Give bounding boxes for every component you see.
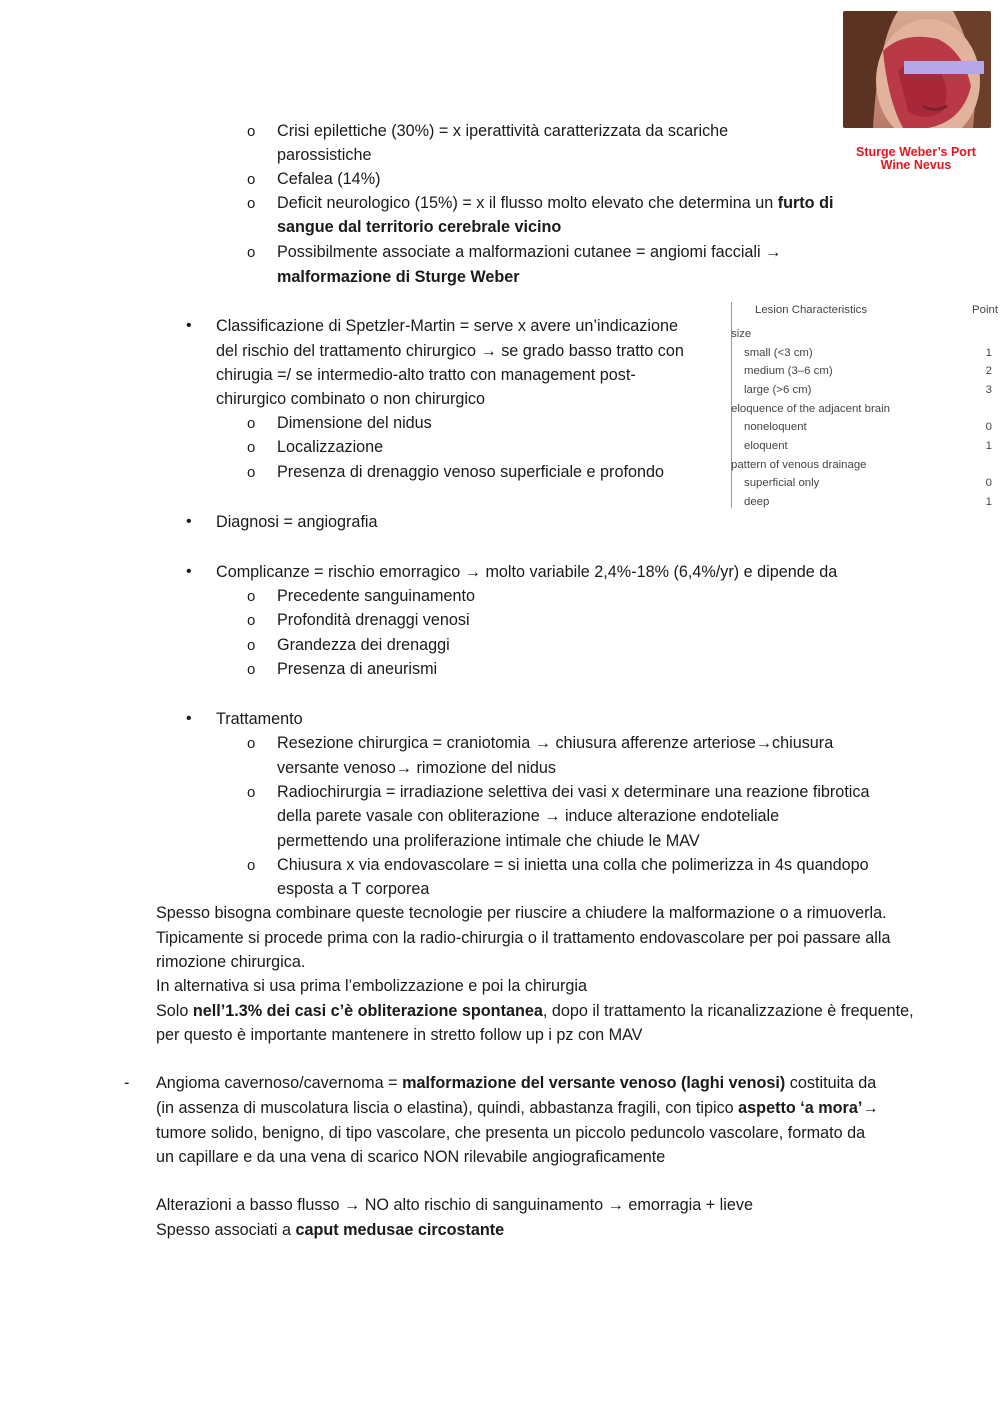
bullet-marker: • — [186, 563, 192, 580]
deficit-text: Deficit neurologico (15%) = x il flusso molto elevato che determina un — [277, 194, 778, 212]
trattamento-title: Trattamento — [216, 710, 303, 728]
a2-post: → — [862, 1099, 879, 1117]
p5-post: , dopo il trattamento la ricanalizzazione è frequente, — [542, 1002, 914, 1020]
sub-bullet-marker: o — [247, 784, 256, 801]
table-row-points: 3 — [985, 384, 992, 396]
a1-bold: malformazione del versante venoso (laghi venosi) — [402, 1074, 786, 1092]
classificazione-sub-item: Dimensione del nidus — [277, 414, 432, 432]
table-row-label: eloquent — [744, 440, 788, 452]
deficit-bold: furto di — [777, 194, 834, 212]
table-row-points: 1 — [985, 496, 992, 508]
a6-bold: caput medusae circostante — [295, 1221, 505, 1239]
bullet-deficit-line2 — [277, 215, 561, 239]
sub-bullet-marker: o — [247, 612, 256, 629]
sub-bullet-marker: o — [247, 171, 256, 188]
sub-bullet-marker: o — [247, 735, 256, 752]
sturge-weber-bold: malformazione di Sturge Weber — [277, 268, 520, 286]
sub-bullet-marker: o — [247, 195, 256, 212]
complicanze-sub-item: Precedente sanguinamento — [277, 587, 475, 605]
sub-bullet-marker: o — [247, 244, 256, 261]
table-row-points: 1 — [985, 347, 992, 359]
table-row-points: 0 — [985, 477, 992, 489]
sub-bullet-marker: o — [247, 123, 256, 140]
a6-pre: Spesso associati a — [156, 1221, 296, 1239]
sub-bullet-marker: o — [247, 439, 256, 456]
table-row-points: 0 — [985, 421, 992, 433]
trattamento-resezione-line1: Resezione chirurgica = craniotomia → chiusura afferenze arteriose→chiusura — [277, 734, 834, 752]
p5-pre: Solo — [156, 1002, 193, 1020]
deficit-bold-2: sangue dal territorio cerebrale vicino — [277, 218, 562, 236]
sub-bullet-marker: o — [247, 588, 256, 605]
trattamento-radiochirurgia-line2: della parete vasale con obliterazione → induce alterazione endoteliale — [277, 807, 780, 825]
bullet-crisi-line1: Crisi epilettiche (30%) = x iperattività caratterizzata da scariche — [277, 122, 729, 140]
table-row-points: 2 — [985, 365, 992, 377]
table-header-right: Point — [972, 304, 998, 316]
bullet-marker: • — [186, 317, 192, 334]
dash-marker: - — [124, 1074, 130, 1092]
paragraph-line4: In alternativa si usa prima l’embolizzazione e poi la chirurgia — [156, 977, 587, 995]
a1-post: costituita da — [785, 1074, 877, 1092]
table-row-label: size — [731, 328, 752, 340]
table-row-label: noneloquent — [744, 421, 807, 433]
classificazione-line2: del rischio del trattamento chirurgico → se grado basso tratto con — [216, 342, 684, 360]
caption-line-2: Wine Nevus — [880, 158, 952, 172]
table-row-label: large (>6 cm) — [744, 384, 812, 396]
trattamento-resezione-line2: versante venoso→ rimozione del nidus — [277, 759, 556, 777]
table-row-label: deep — [744, 496, 770, 508]
eye-censor-bar — [904, 61, 984, 74]
complicanze-sub-item: Presenza di aneurismi — [277, 660, 438, 678]
sturge-weber-photo — [843, 11, 991, 128]
classificazione-line3: chirugia =/ se intermedio-alto tratto con management post- — [216, 366, 636, 384]
p5-bold: nell’1.3% dei casi c’è obliterazione spontanea — [192, 1002, 543, 1020]
angioma-line2 — [156, 1096, 879, 1120]
bullet-deficit-line1 — [277, 191, 833, 215]
bullet-cefalea: Cefalea (14%) — [277, 170, 381, 188]
paragraph-line1: Spesso bisogna combinare queste tecnologie per riuscire a chiudere la malformazione o a rimuoverla. — [156, 904, 887, 922]
bullet-malformazioni-line1: Possibilmente associate a malformazioni cutanee = angiomi facciali → — [277, 243, 782, 261]
classificazione-sub-item: Localizzazione — [277, 438, 384, 456]
paragraph-line2: Tipicamente si procede prima con la radio-chirurgia o il trattamento endovascolare per poi passare alla — [156, 929, 891, 947]
sub-bullet-marker: o — [247, 637, 256, 654]
paragraph-line5 — [156, 999, 914, 1023]
angioma-line4: un capillare e da una vena di scarico NON rilevabile angiograficamente — [156, 1148, 666, 1166]
paragraph-line6: per questo è importante mantenere in stretto follow up i pz con MAV — [156, 1026, 643, 1044]
bullet-marker: • — [186, 710, 192, 727]
sub-bullet-marker: o — [247, 415, 256, 432]
table-row-label: eloquence of the adjacent brain — [731, 403, 890, 415]
a2-bold: aspetto ‘a mora’ — [738, 1099, 863, 1117]
face-illustration — [843, 11, 991, 128]
bullet-crisi-line2: parossistiche — [277, 146, 372, 164]
angioma-line5: Alterazioni a basso flusso → NO alto rischio di sanguinamento → emorragia + lieve — [156, 1196, 753, 1214]
sub-bullet-marker: o — [247, 857, 256, 874]
classificazione-line1: Classificazione di Spetzler-Martin = serve x avere un’indicazione — [216, 317, 679, 335]
photo-caption — [830, 146, 1000, 172]
complicanze-sub-item: Profondità drenaggi venosi — [277, 611, 470, 629]
table-row-label: medium (3–6 cm) — [744, 365, 833, 377]
bullet-malformazioni-line2 — [277, 265, 520, 289]
sub-bullet-marker: o — [247, 661, 256, 678]
table-row-label: small (<3 cm) — [744, 347, 813, 359]
table-row-points: 1 — [985, 440, 992, 452]
angioma-line6 — [156, 1218, 504, 1242]
table-header-left: Lesion Characteristics — [755, 304, 868, 316]
paragraph-line3: rimozione chirurgica. — [156, 953, 306, 971]
sub-bullet-marker: o — [247, 464, 256, 481]
angioma-line3: tumore solido, benigno, di tipo vascolare, che presenta un piccolo peduncolo vascolare, formato da — [156, 1124, 866, 1142]
angioma-line1 — [156, 1071, 876, 1095]
a2-pre: (in assenza di muscolatura liscia o elastina), quindi, abbastanza fragili, con tipico — [156, 1099, 739, 1117]
complicanze-line: Complicanze = rischio emorragico → molto variabile 2,4%-18% (6,4%/yr) e dipende da — [216, 563, 838, 581]
lesion-characteristics-table — [730, 300, 1000, 512]
bullet-marker: • — [186, 513, 192, 530]
caption-line-1: Sturge Weber’s Port — [856, 145, 976, 159]
trattamento-radiochirurgia-line3: permettendo una proliferazione intimale che chiude le MAV — [277, 832, 700, 850]
trattamento-endovascolare-line2: esposta a T corporea — [277, 880, 430, 898]
table-row-label: superficial only — [744, 477, 820, 489]
classificazione-sub-item: Presenza di drenaggio venoso superficiale e profondo — [277, 463, 664, 481]
diagnosi-line: Diagnosi = angiografia — [216, 513, 378, 531]
a1-pre: Angioma cavernoso/cavernoma = — [156, 1074, 403, 1092]
table-row-label: pattern of venous drainage — [731, 459, 867, 471]
complicanze-sub-item: Grandezza dei drenaggi — [277, 636, 450, 654]
classificazione-line4: chirurgico combinato o non chirurgico — [216, 390, 486, 408]
trattamento-radiochirurgia-line1: Radiochirurgia = irradiazione selettiva dei vasi x determinare una reazione fibrotica — [277, 783, 870, 801]
trattamento-endovascolare-line1: Chiusura x via endovascolare = si inietta una colla che polimerizza in 4s quandopo — [277, 856, 869, 874]
